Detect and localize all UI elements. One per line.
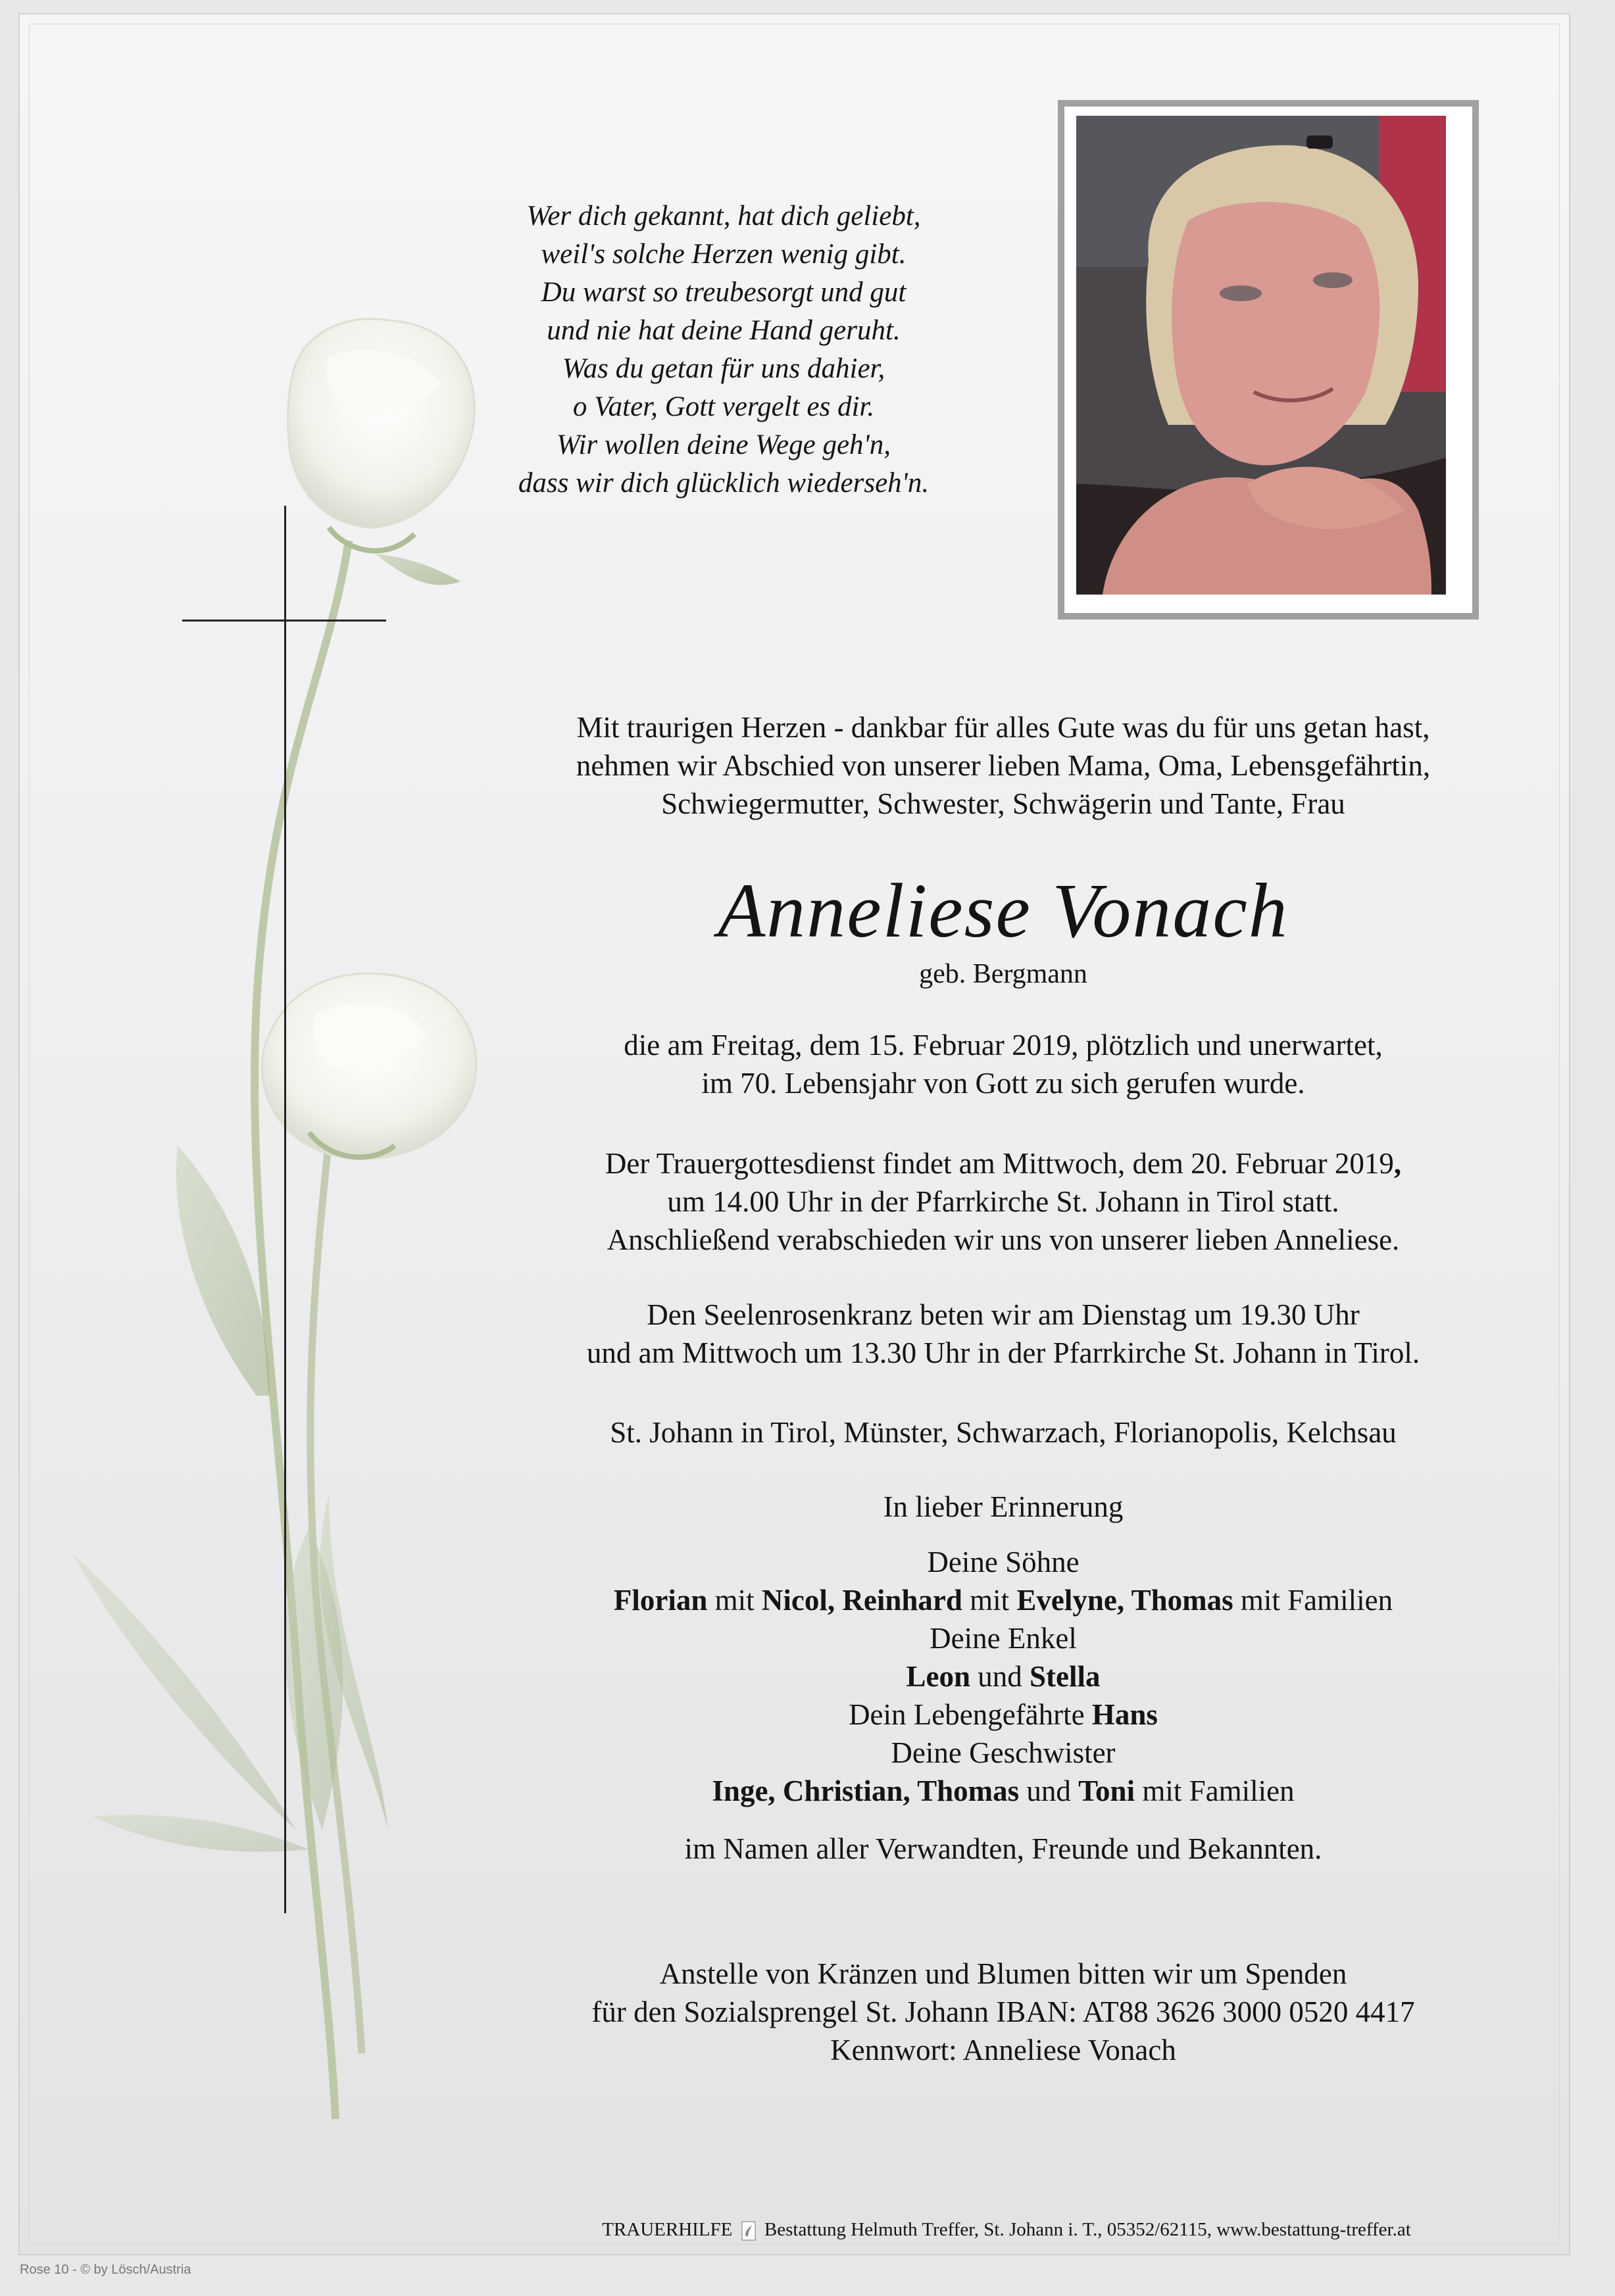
donation-line: Kennwort: Anneliese Vonach [830,2034,1176,2066]
grandchild-name: Leon [906,1660,970,1693]
connector: mit Familien [1135,1774,1295,1807]
service-date-text: Der Trauergottesdienst findet am Mittwoch, dem 20. Februar 2019 [605,1147,1394,1180]
trauerhilfe-logo-icon [741,2221,756,2241]
son-name: Nicol, Reinhard [761,1584,962,1617]
cross-horizontal-bar [182,620,386,622]
service-line-1 [480,1144,1526,1183]
white-roses-illustration [20,14,480,2254]
poem-line: und nie hat deine Hand geruht. [547,315,901,346]
poem-line: Wir wollen deine Wege geh'n, [557,429,891,460]
service-line-3: Anschließend verabschieden wir uns von unserer lieben Anneliese. [607,1223,1400,1256]
poem-line: dass wir dich glücklich wiederseh'n. [518,468,930,499]
intro-line: Schwiegermutter, Schwester, Schwägerin und Tante, Frau [661,787,1345,820]
footer-brand: TRAUERHILFE [602,2219,733,2240]
portrait-mat [1064,107,1472,613]
donation-line: für den Sozialsprengel St. Johann IBAN: AT88 3626 3000 0520 4417 [591,1995,1415,2028]
connector: und [1019,1774,1079,1807]
closing-line: im Namen aller Verwandten, Freunde und Bekannten. [684,1832,1322,1865]
poem-line: Was du getan für uns dahier, [562,353,885,384]
cross-vertical-bar [284,506,286,1913]
partner-line [480,1696,1526,1734]
intro-line: Mit traurigen Herzen - dankbar für alles Gute was du für uns getan hast, [576,711,1430,744]
undertaker-footer [579,2218,1434,2241]
portrait-illustration [1076,116,1446,595]
connector: mit [707,1584,762,1617]
connector: und [970,1660,1030,1693]
connector: mit Familien [1233,1584,1393,1617]
deceased-name: Anneliese Vonach [718,867,1289,954]
poem [441,197,1006,502]
poem-line: weil's solche Herzen wenig gibt. [541,239,907,270]
family-list [480,1543,1526,1810]
footer-address: Bestattung Helmuth Treffer, St. Johann i. T., 05352/62115, www.bestattung-treffer.at [764,2219,1411,2240]
service-notice [480,1144,1526,1259]
service-line-2: um 14.00 Uhr in der Pfarrkirche St. Johann in Tirol statt. [667,1185,1339,1218]
grandchildren-names [480,1657,1526,1696]
poem-line: o Vater, Gott vergelt es dir. [572,391,875,422]
grandchildren-title: Deine Enkel [930,1622,1077,1655]
sibling-name: Toni [1078,1774,1135,1807]
intro-text [480,708,1526,823]
design-credit: Rose 10 - © by Lösch/Austria [20,2262,191,2277]
poem-line: Du warst so treubesorgt und gut [541,277,907,308]
rosary-line: und am Mittwoch um 13.30 Uhr in der Pfarrkirche St. Johann in Tirol. [586,1336,1420,1369]
obituary-card [18,13,1570,2255]
death-notice [480,1026,1526,1102]
sibling-names: Inge, Christian, Thomas [712,1774,1020,1807]
connector: mit [962,1584,1017,1617]
places-line: St. Johann in Tirol, Münster, Schwarzach, Florianopolis, Kelchsau [610,1416,1397,1449]
donation-line: Anstelle von Kränzen und Blumen bitten wir um Spenden [659,1957,1347,1990]
grandchild-name: Stella [1030,1660,1101,1693]
portrait-photo [1076,116,1446,595]
memory-heading: In lieber Erinnerung [883,1490,1124,1523]
donation-notice [480,1955,1526,2069]
death-line: die am Freitag, dem 15. Februar 2019, plötzlich und unerwartet, [624,1029,1383,1062]
portrait-frame [1058,100,1479,620]
poem-line: Wer dich gekannt, hat dich geliebt, [526,201,921,232]
intro-line: nehmen wir Abschied von unserer lieben Mama, Oma, Lebensgefährtin, [576,749,1431,782]
rosary-notice [480,1296,1526,1372]
sons-title: Deine Söhne [927,1546,1080,1578]
son-name: Evelyne, Thomas [1016,1584,1233,1617]
siblings-names [480,1772,1526,1810]
sons-names [480,1581,1526,1619]
partner-label: Dein Lebengefährte [849,1698,1092,1731]
siblings-title: Deine Geschwister [891,1736,1116,1769]
partner-name: Hans [1091,1698,1158,1731]
son-name: Florian [613,1584,708,1617]
maiden-name: geb. Bergmann [919,959,1087,989]
death-line: im 70. Lebensjahr von Gott zu sich gerufen wurde. [701,1067,1305,1100]
service-comma: , [1393,1147,1402,1180]
rosary-line: Den Seelenrosenkranz beten wir am Dienstag um 19.30 Uhr [647,1298,1360,1331]
